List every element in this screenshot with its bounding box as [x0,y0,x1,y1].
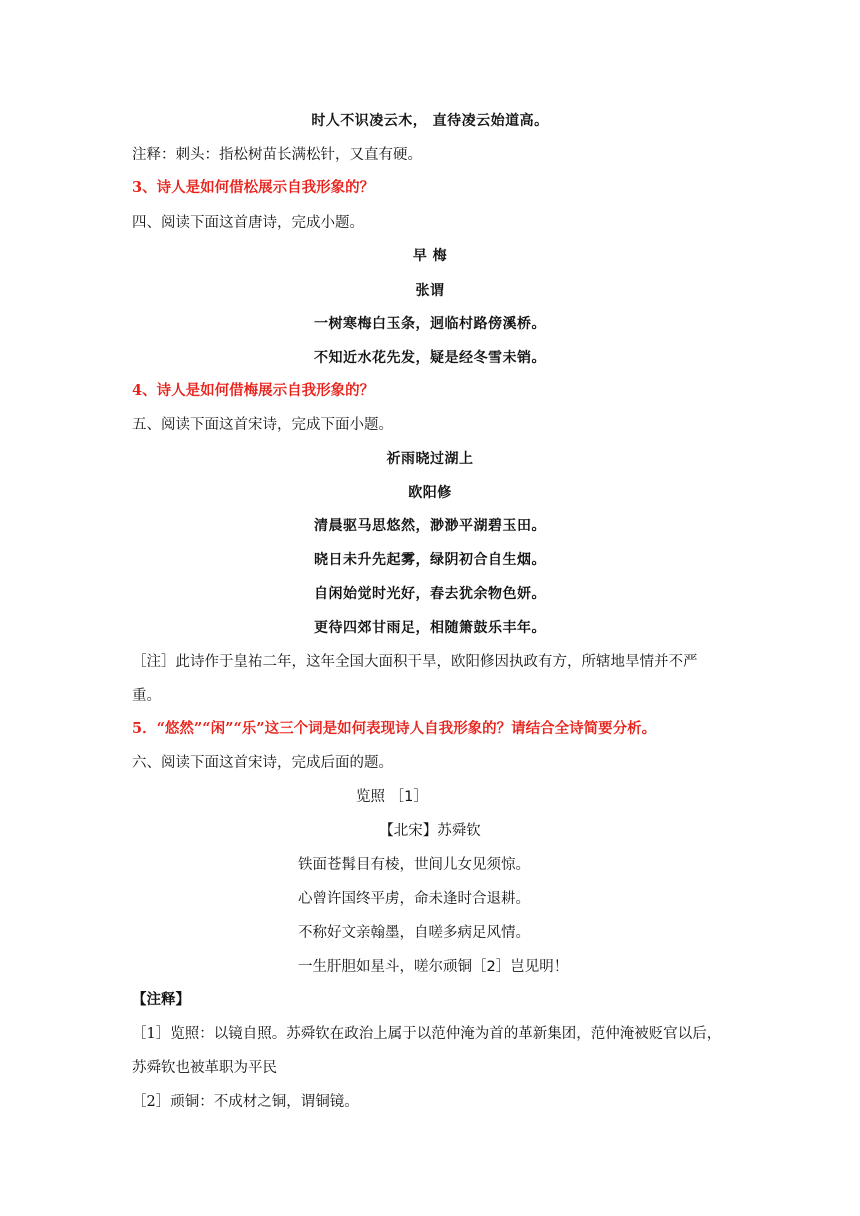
section-5-poem-title: 祈雨晓过湖上 [386,451,474,467]
section-6-poem-line: 心曾许国终平虏，命未逢时合退耕。 [298,891,530,907]
notes-heading: 【注释】 [132,991,190,1008]
section-6-poem-line: 一生肝胆如星斗，嗟尔顽铜［2］岂见明！ [298,959,569,975]
section-4-poem-author: 张谓 [415,283,445,299]
section-6-heading: 六、阅读下面这首宋诗，完成后面的题。 [132,755,393,771]
question-3: 3、诗人是如何借松展示自我形象的？ [132,179,375,196]
section-4-poem-line: 不知近水花先发，疑是经冬雪未销。 [314,350,546,366]
section-5-poem-line: 清晨驱马思悠然，渺渺平湖碧玉田。 [314,518,546,534]
note-1: ［1］览照：以镜自照。苏舜钦在政治上属于以范仲淹为首的革新集团，范仲淹被贬官以后， [132,1026,722,1042]
question-5: 5．“悠然”“闲”“乐”这三个词是如何表现诗人自我形象的？请结合全诗简要分析。 [132,720,657,737]
section-5-heading: 五、阅读下面这首宋诗，完成下面小题。 [132,417,393,433]
section-5-poem-line: 自闲始觉时光好，春去犹余物色妍。 [314,586,546,602]
section-5-poem-author: 欧阳修 [408,485,452,501]
section-4-heading: 四、阅读下面这首唐诗，完成小题。 [132,215,364,231]
section-4-poem-title: 早 梅 [412,248,448,264]
section-5-poem-line: 晓日未升先起雾，绿阴初合自生烟。 [314,552,546,568]
section-6-poem-line: 铁面苍髯目有棱，世间儿女见须惊。 [298,857,530,873]
section-5-note-continued: 重。 [132,688,161,704]
section-5-poem-line: 更待四郊甘雨足，相随箫鼓乐丰年。 [314,620,546,636]
section-6-poem-author: 【北宋】苏舜钦 [379,823,481,839]
intro-poem-line: 时人不识凌云木， 直待凌云始道高。 [311,113,549,129]
section-6-poem-line: 不称好文亲翰墨，自嗟多病足风情。 [298,925,530,941]
question-4: 4、诗人是如何借梅展示自我形象的？ [132,382,375,399]
section-6-poem-title: 览照 ［1］ [356,789,428,805]
section-4-poem-line: 一树寒梅白玉条，迥临村路傍溪桥。 [314,316,546,332]
note-2: ［2］顽铜：不成材之铜，谓铜镜。 [132,1094,359,1110]
note-1-continued: 苏舜钦也被革职为平民 [132,1060,277,1076]
intro-note: 注释：刺头：指松树苗长满松针，又直有硬。 [132,147,422,163]
section-5-note: ［注］此诗作于皇祐二年，这年全国大面积干旱，欧阳修因执政有方，所辖地旱情并不严 [132,654,698,670]
